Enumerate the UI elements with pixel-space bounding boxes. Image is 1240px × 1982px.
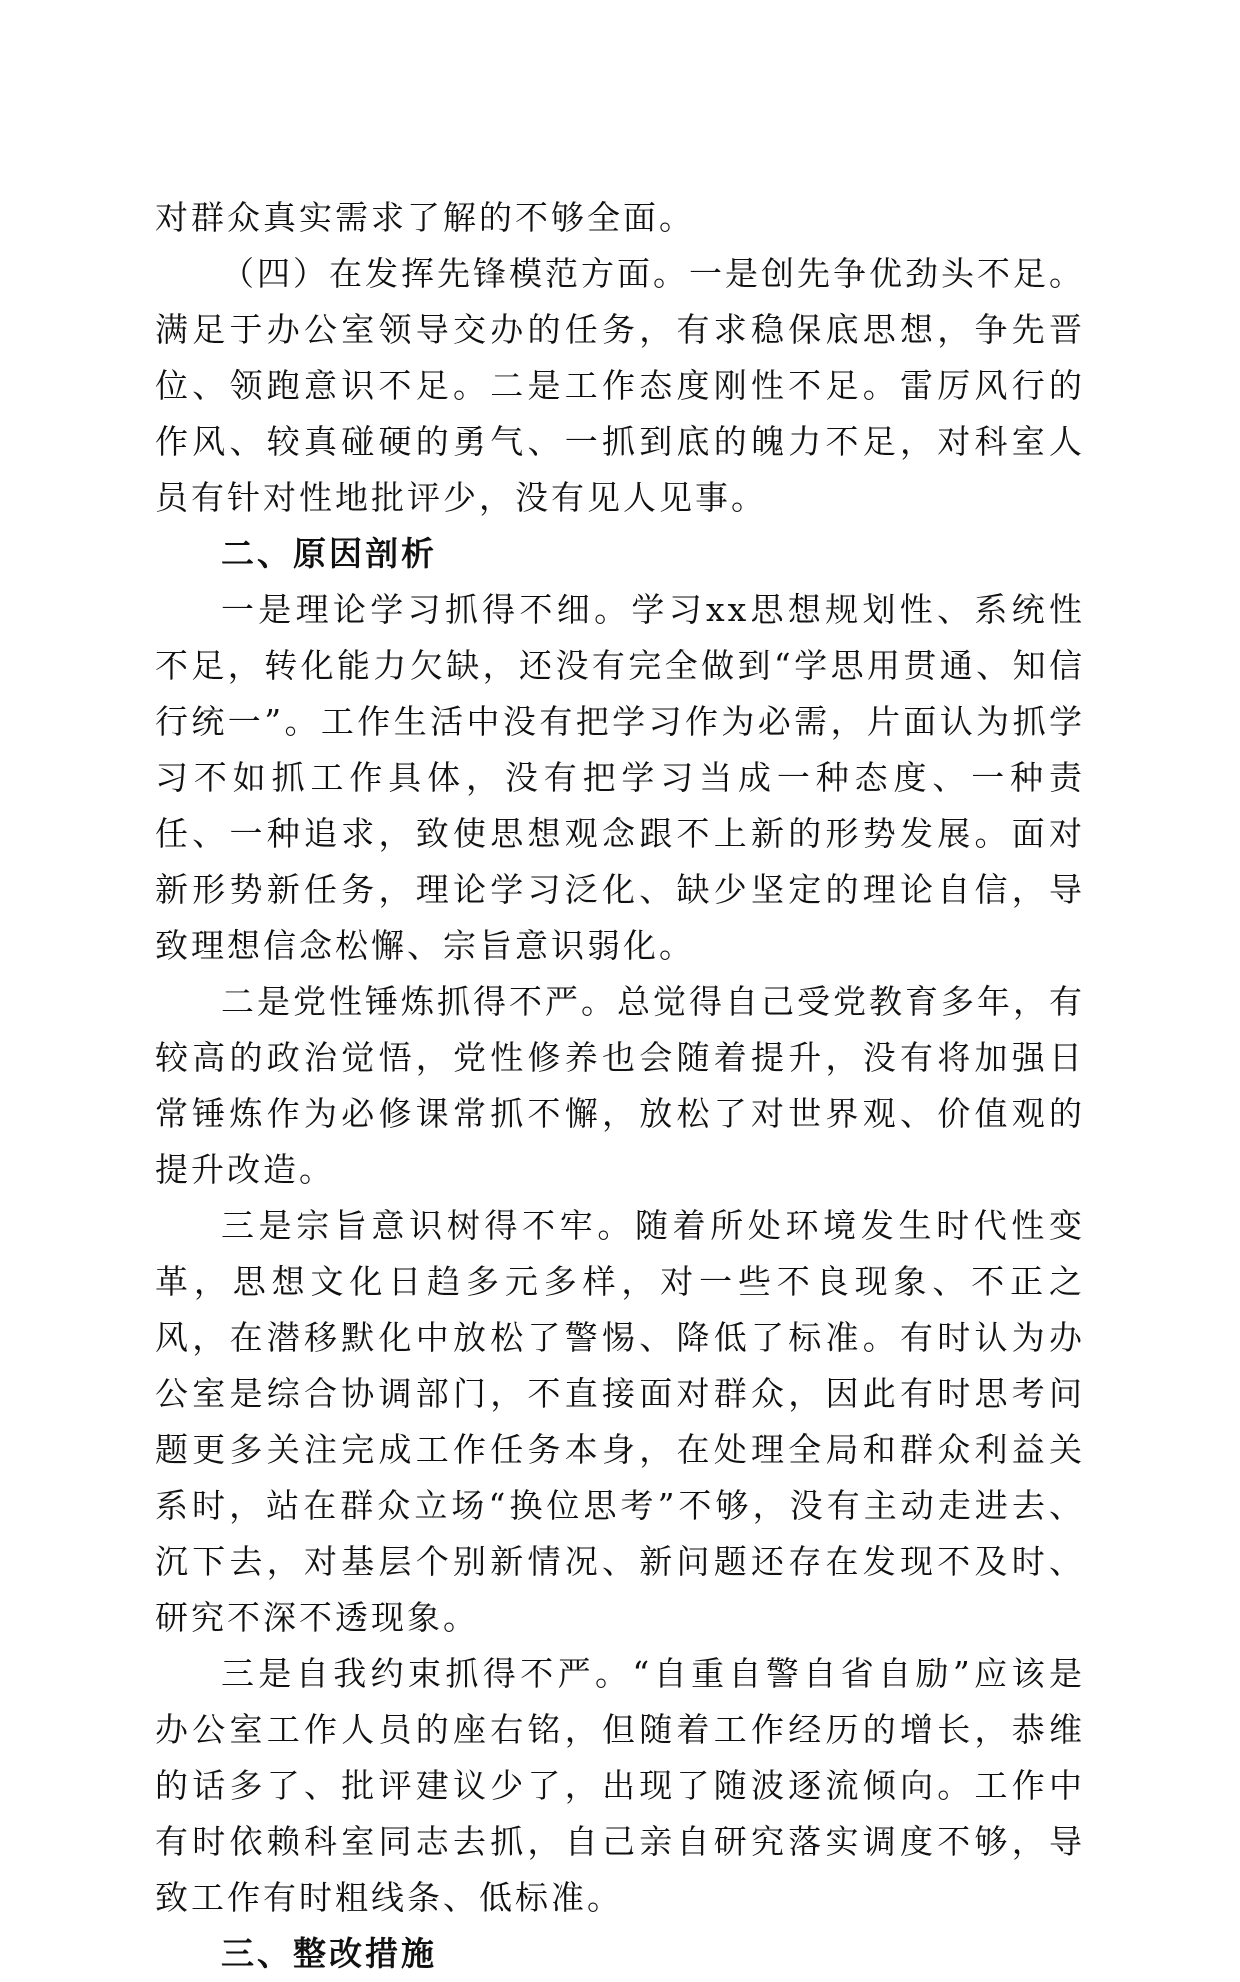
section-heading-measures: 三、整改措施: [221, 1934, 437, 1973]
document-body: [155, 190, 1085, 1982]
paragraph-party-spirit: 二是党性锤炼抓得不严。总觉得自己受党教育多年，有较高的政治觉悟，党性修养也会随着提升，没有将加强日常锤炼作为必修课常抓不懈，放松了对世界观、价值观的提升改造。: [155, 982, 1085, 1189]
paragraph-theory-study: 一是理论学习抓得不细。学习xx思想规划性、系统性不足，转化能力欠缺，还没有完全做到“学思用贯通、知信行统一”。工作生活中没有把学习作为必需，片面认为抓学习不如抓工作具体，没有把学习当成一种态度、一种责任、一种追求，致使思想观念跟不上新的形势发展。面对新形势新任务，理论学习泛化、缺少坚定的理论自信，导致理想信念松懈、宗旨意识弱化。: [155, 590, 1085, 965]
paragraph-vanguard: （四）在发挥先锋模范方面。一是创先争优劲头不足。满足于办公室领导交办的任务，有求稳保底思想，争先晋位、领跑意识不足。二是工作态度刚性不足。雷厉风行的作风、较真碰硬的勇气、一抓到底的魄力不足，对科室人员有针对性地批评少，没有见人见事。: [155, 254, 1085, 517]
paragraph-self-discipline: 三是自我约束抓得不严。“自重自警自省自励”应该是办公室工作人员的座右铭，但随着工作经历的增长，恭维的话多了、批评建议少了，出现了随波逐流倾向。工作中有时依赖科室同志去抓，自己亲自研究落实调度不够，导致工作有时粗线条、低标准。: [155, 1654, 1085, 1917]
section-heading-causes: 二、原因剖析: [221, 534, 437, 573]
paragraph-intro-end: 对群众真实需求了解的不够全面。: [155, 198, 695, 237]
paragraph-purpose-awareness: 三是宗旨意识树得不牢。随着所处环境发生时代性变革，思想文化日趋多元多样，对一些不良现象、不正之风，在潜移默化中放松了警惕、降低了标准。有时认为办公室是综合协调部门，不直接面对群众，因此有时思考问题更多关注完成工作任务本身，在处理全局和群众利益关系时，站在群众立场“换位思考”不够，没有主动走进去、沉下去，对基层个别新情况、新问题还存在发现不及时、研究不深不透现象。: [155, 1206, 1085, 1637]
